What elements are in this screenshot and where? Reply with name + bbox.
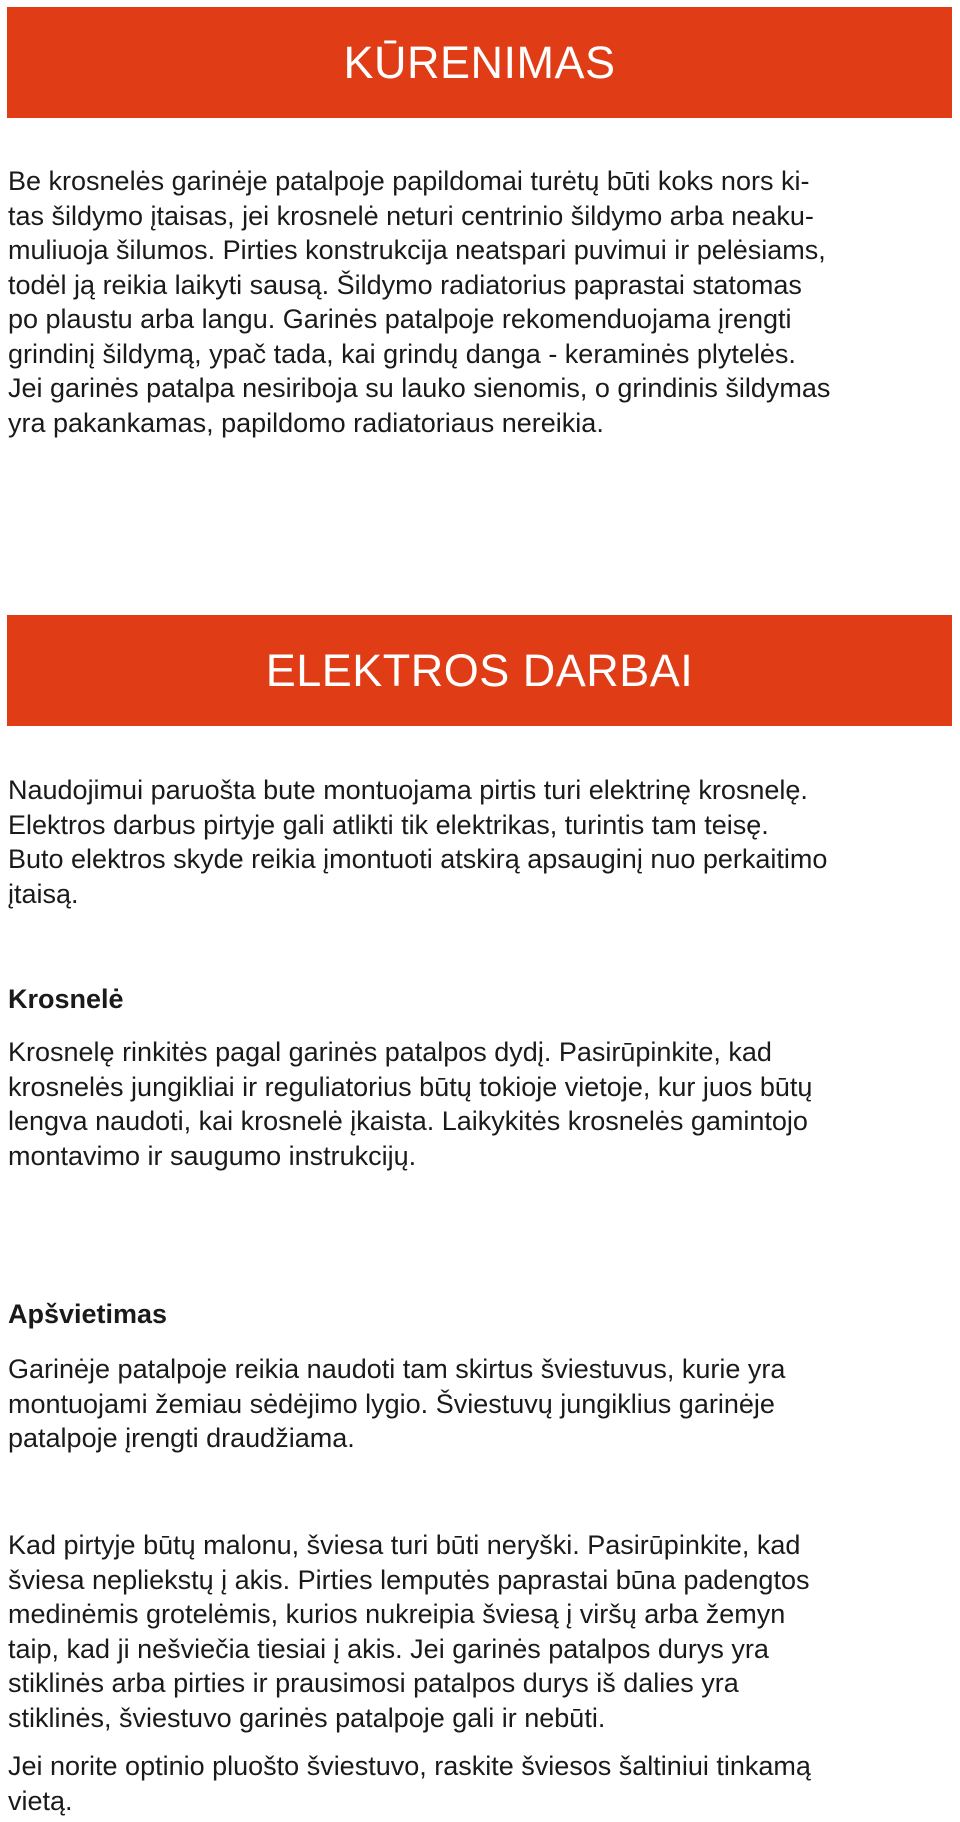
section-title-kurenimas: KŪRENIMAS <box>343 36 616 88</box>
text-line: Garinėje patalpoje reikia naudoti tam skirtus šviestuvus, kurie yra <box>8 1354 786 1384</box>
text-line: Jei norite optinio pluošto šviestuvo, raskite šviesos šaltiniui tinkamą <box>8 1751 811 1781</box>
text-line: Kad pirtyje būtų malonu, šviesa turi būti neryški. Pasirūpinkite, kad <box>8 1530 801 1560</box>
text-line: stiklinės, šviestuvo garinės patalpoje gali ir nebūti. <box>8 1702 606 1733</box>
subheading-krosnele: Krosnelė <box>8 984 124 1014</box>
text-line: Be krosnelės garinėje patalpoje papildomai turėtų būti koks nors ki- <box>8 166 810 196</box>
paragraph-apsvietimas-2 <box>8 1528 956 1735</box>
text-line: po plaustu arba langu. Garinės patalpoje rekomenduojama įrengti <box>8 304 792 334</box>
text-line: muliuoja šilumos. Pirties konstrukcija neatspari puvimui ir pelėsiams, <box>8 235 826 265</box>
text-line: Jei garinės patalpa nesiriboja su lauko sienomis, o grindinis šildymas <box>8 373 831 403</box>
text-line: tas šildymo įtaisas, jei krosnelė neturi centrinio šildymo arba neaku- <box>8 200 814 231</box>
text-line: Naudojimui paruošta bute montuojama pirtis turi elektrinę krosnelę. <box>8 775 808 805</box>
text-line: medinėmis grotelėmis, kurios nukreipia šviesą į viršų arba žemyn <box>8 1599 786 1629</box>
text-line: šviesa nepliekstų į akis. Pirties lemputės paprastai būna padengtos <box>8 1564 810 1595</box>
text-line: vietą. <box>8 1785 73 1816</box>
paragraph-krosnele <box>8 1035 956 1173</box>
section-banner-elektros-darbai <box>7 615 952 726</box>
section-banner-kurenimas <box>7 7 952 118</box>
text-line: montavimo ir saugumo instrukcijų. <box>8 1140 417 1171</box>
text-line: Buto elektros skyde reikia įmontuoti atskirą apsauginį nuo perkaitimo <box>8 844 828 874</box>
text-line: yra pakankamas, papildomo radiatoriaus nereikia. <box>8 407 604 438</box>
text-line: todėl ją reikia laikyti sausą. Šildymo radiatorius paprastai statomas <box>8 269 802 300</box>
paragraph-apsvietimas-3 <box>8 1749 956 1818</box>
text-line: krosnelės jungikliai ir reguliatorius būtų tokioje vietoje, kur juos būtų <box>8 1071 813 1102</box>
text-line: grindinį šildymą, ypač tada, kai grindų danga - keraminės plytelės. <box>8 338 796 369</box>
section-title-elektros-darbai: ELEKTROS DARBAI <box>265 644 694 696</box>
text-line: montuojami žemiau sėdėjimo lygio. Šviestuvų jungiklius garinėje <box>8 1388 775 1419</box>
text-line: lengva naudoti, kai krosnelė įkaista. Laikykitės krosnelės gamintojo <box>8 1106 808 1136</box>
text-line: įtaisą. <box>8 878 79 909</box>
paragraph-elektros-darbai <box>8 773 956 911</box>
text-line: Elektros darbus pirtyje gali atlikti tik elektrikas, turintis tam teisę. <box>8 809 769 840</box>
subheading-apsvietimas: Apšvietimas <box>8 1299 168 1329</box>
text-line: taip, kad ji nešviečia tiesiai į akis. Jei garinės patalpos durys yra <box>8 1633 769 1664</box>
text-line: patalpoje įrengti draudžiama. <box>8 1423 355 1453</box>
paragraph-apsvietimas-1 <box>8 1352 956 1456</box>
text-line: stiklinės arba pirties ir prausimosi patalpos durys iš dalies yra <box>8 1668 739 1698</box>
text-line: Krosnelę rinkitės pagal garinės patalpos dydį. Pasirūpinkite, kad <box>8 1037 772 1067</box>
paragraph-kurenimas <box>8 164 956 440</box>
